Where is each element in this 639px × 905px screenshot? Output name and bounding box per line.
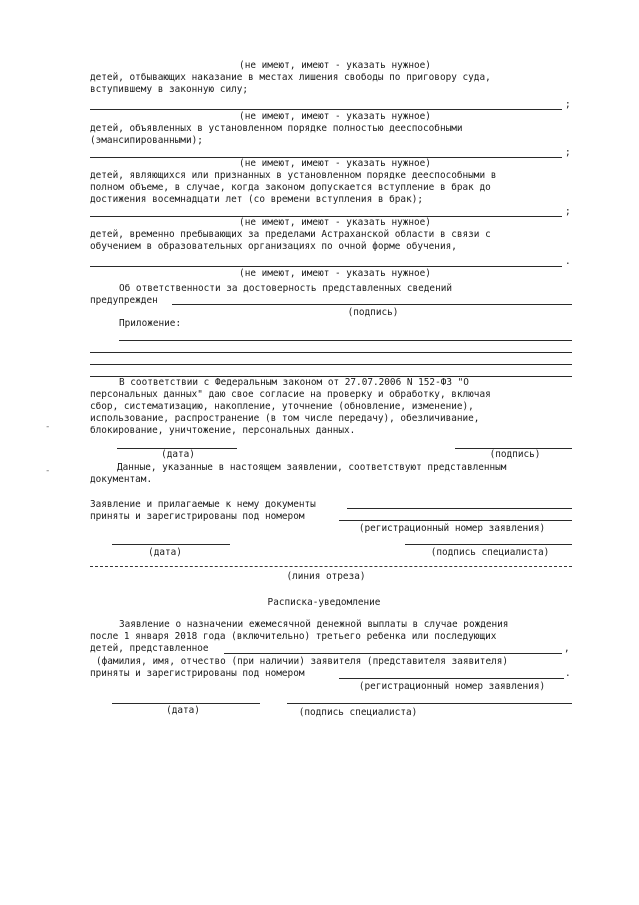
- margin-mark: -: [45, 422, 51, 432]
- comma: ,: [564, 643, 570, 654]
- registration-number-line[interactable]: [339, 520, 572, 521]
- attachment-label: Приложение:: [119, 318, 182, 329]
- text-line: документам.: [90, 474, 153, 485]
- text-line: достижения восемнадцати лет (со времени вступления в брак);: [90, 194, 424, 205]
- text-line: приняты и зарегистрированы под номером: [90, 511, 305, 522]
- signature-caption: (подпись): [489, 449, 541, 460]
- dot: .: [565, 256, 571, 267]
- text-line: предупрежден: [90, 295, 158, 306]
- fill-line-4[interactable]: [90, 266, 562, 267]
- text-line: после 1 января 2018 года (включительно) третьего ребенка или последующих: [90, 631, 497, 642]
- semicolon: ;: [565, 147, 571, 158]
- text-line: (эмансипированными);: [90, 135, 203, 146]
- text-line: В соответствии с Федеральным законом от 27.07.2006 N 152-ФЗ "О: [119, 377, 469, 388]
- attachment-line-1[interactable]: [119, 340, 572, 341]
- text-line: Заявление о назначении ежемесячной денежной выплаты в случае рождения: [119, 619, 509, 630]
- text-line: Заявление и прилагаемые к нему документы: [90, 499, 316, 510]
- registration-date-line[interactable]: [112, 544, 230, 545]
- date-caption: (дата): [161, 449, 195, 460]
- attachment-line-3[interactable]: [90, 364, 572, 365]
- text-line: сбор, систематизацию, накопление, уточнение (обновление, изменение),: [90, 401, 474, 412]
- text-line: персональных данных" даю свое согласие на проверку и обработку, включая: [90, 389, 491, 400]
- signature-caption: (подпись): [347, 307, 399, 318]
- hint-not-have-4: (не имеют, имеют - указать нужное): [239, 217, 431, 228]
- text-line: Данные, указанные в настоящем заявлении, соответствуют представленным: [117, 462, 507, 473]
- documents-line[interactable]: [347, 508, 572, 509]
- text-line: полном объеме, в случае, когда законом допускается вступление в брак до: [90, 182, 491, 193]
- reg-number-caption: (регистрационный номер заявления): [358, 681, 546, 692]
- text-line: детей, отбывающих наказание в местах лишения свободы по приговору суда,: [90, 72, 491, 83]
- fill-line-1[interactable]: [90, 109, 562, 110]
- specialist-caption: (подпись специалиста): [298, 707, 418, 718]
- date-caption: (дата): [166, 705, 200, 716]
- text-line: детей, объявленных в установленном порядке полностью дееспособными: [90, 123, 463, 134]
- attachment-line-2[interactable]: [90, 352, 572, 353]
- hint-not-have-5: (не имеют, имеют - указать нужное): [239, 268, 431, 279]
- cut-line: [90, 566, 572, 567]
- cut-line-caption: (линия отреза): [286, 571, 366, 582]
- applicant-name-line[interactable]: [224, 653, 562, 654]
- receipt-reg-number-line[interactable]: [339, 678, 564, 679]
- reg-number-caption: (регистрационный номер заявления): [358, 523, 546, 534]
- date-caption: (дата): [148, 547, 182, 558]
- receipt-title: Расписка-уведомление: [267, 597, 381, 608]
- text-line: детей, представленное: [90, 643, 209, 654]
- text-line: обучением в образовательных организациях по очной форме обучения,: [90, 241, 457, 252]
- text-line: вступившему в законную силу;: [90, 84, 249, 95]
- hint-not-have-2: (не имеют, имеют - указать нужное): [239, 111, 431, 122]
- dot: .: [565, 668, 571, 679]
- specialist-signature-line[interactable]: [405, 544, 572, 545]
- text-line: блокирование, уничтожение, персональных данных.: [90, 425, 356, 436]
- receipt-date-line[interactable]: [112, 703, 260, 704]
- semicolon: ;: [565, 99, 571, 110]
- responsibility-signature-line[interactable]: [172, 304, 572, 305]
- text-line: использование, распространение (в том числе передачу), обезличивание,: [90, 413, 480, 424]
- specialist-caption: (подпись специалиста): [430, 547, 550, 558]
- margin-mark: -: [45, 466, 51, 476]
- text-line: Об ответственности за достоверность представленных сведений: [119, 283, 453, 294]
- hint-not-have-1: (не имеют, имеют - указать нужное): [239, 60, 431, 71]
- text-line: приняты и зарегистрированы под номером: [90, 668, 305, 679]
- text-line: детей, являющихся или признанных в установленном порядке дееспособными в: [90, 170, 497, 181]
- applicant-caption: (фамилия, имя, отчество (при наличии) заявителя (представителя заявителя): [96, 656, 509, 667]
- semicolon: ;: [565, 206, 571, 217]
- receipt-specialist-line[interactable]: [287, 703, 572, 704]
- text-line: детей, временно пребывающих за пределами Астраханской области в связи с: [90, 229, 491, 240]
- hint-not-have-3: (не имеют, имеют - указать нужное): [239, 158, 431, 169]
